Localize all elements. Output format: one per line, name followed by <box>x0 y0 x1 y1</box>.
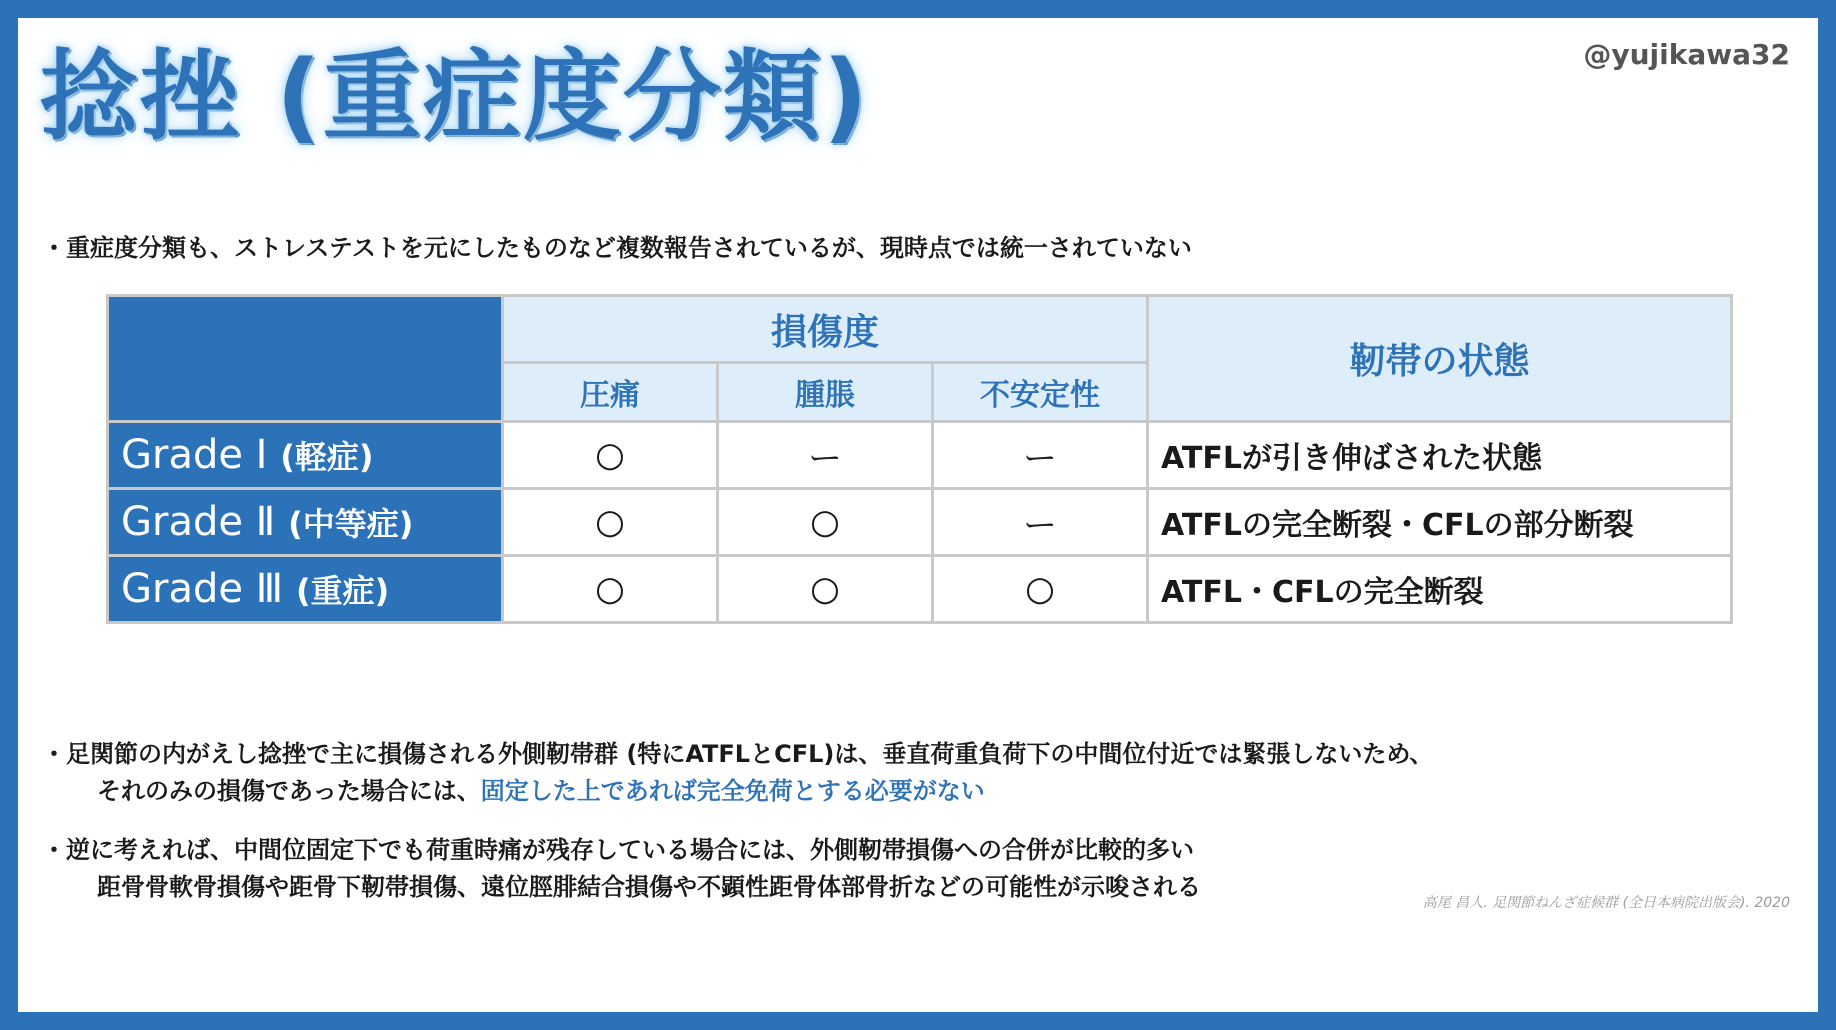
instability-mark: ○ <box>933 556 1148 623</box>
instability-mark: ー <box>933 422 1148 489</box>
bullet-continuation: 距骨骨軟骨損傷や距骨下靭帯損傷、遠位脛腓結合損傷や不顕性距骨体部骨折などの可能性が示唆される <box>97 873 1201 901</box>
intro-bullet: ・重症度分類も、ストレステストを元にしたものなど複数報告されているが、現時点では統一されていない <box>42 234 1192 262</box>
grade-name: Grade Ⅲ <box>121 566 284 612</box>
ligament-state: ATFLが引き伸ばされた状態 <box>1148 422 1732 489</box>
author-handle: @yujikawa32 <box>1583 38 1790 71</box>
bullet-line: ・足関節の内がえし捻挫で主に損傷される外側靭帯群 (特にATFLとCFL)は、垂直荷重負荷下の中間位付近では緊張しないため、 <box>42 740 1434 768</box>
grade-label <box>108 422 503 489</box>
severity-table <box>106 294 1733 624</box>
tenderness-mark: ○ <box>503 556 718 623</box>
grade-severity: (重症) <box>295 572 390 610</box>
swelling-header: 腫脹 <box>718 363 933 422</box>
slide <box>18 18 1818 1012</box>
instability-mark: ー <box>933 489 1148 556</box>
grade-label <box>108 489 503 556</box>
swelling-mark: ー <box>718 422 933 489</box>
bullet-continuation <box>42 773 1433 810</box>
ligament-state: ATFL・CFLの完全断裂 <box>1148 556 1732 623</box>
grade-name: Grade Ⅱ <box>121 499 276 545</box>
table-row-grade-3 <box>108 556 1732 623</box>
ligament-state: ATFLの完全断裂・CFLの部分断裂 <box>1148 489 1732 556</box>
table-row-grade-2 <box>108 489 1732 556</box>
instability-header: 不安定性 <box>933 363 1148 422</box>
swelling-mark: ○ <box>718 556 933 623</box>
ankle-sprain-bullet <box>42 736 1433 810</box>
table-row-grade-1 <box>108 422 1732 489</box>
grade-severity: (軽症) <box>280 438 374 476</box>
swelling-mark: ○ <box>718 489 933 556</box>
tenderness-header: 圧痛 <box>503 363 718 422</box>
tenderness-mark: ○ <box>503 422 718 489</box>
grade-label <box>108 556 503 623</box>
slide-title: 捻挫 (重症度分類) <box>40 40 870 154</box>
tenderness-mark: ○ <box>503 489 718 556</box>
table-corner-cell <box>108 296 503 422</box>
bullet-text: それのみの損傷であった場合には、 <box>97 777 481 805</box>
damage-degree-header: 損傷度 <box>503 296 1148 363</box>
bullet-line: ・逆に考えれば、中間位固定下でも荷重時痛が残存している場合には、外側靭帯損傷への合併が比較的多い <box>42 836 1194 864</box>
conversely-bullet <box>42 832 1201 906</box>
grade-name: Grade Ⅰ <box>121 432 268 478</box>
ligament-state-header: 靭帯の状態 <box>1148 296 1732 422</box>
highlighted-conclusion: 固定した上であれば完全免荷とする必要がない <box>480 777 985 805</box>
citation: 高尾 昌人. 足関節ねんざ症候群 (全日本病院出版会). 2020 <box>1422 895 1790 911</box>
grade-severity: (中等症) <box>288 505 414 543</box>
